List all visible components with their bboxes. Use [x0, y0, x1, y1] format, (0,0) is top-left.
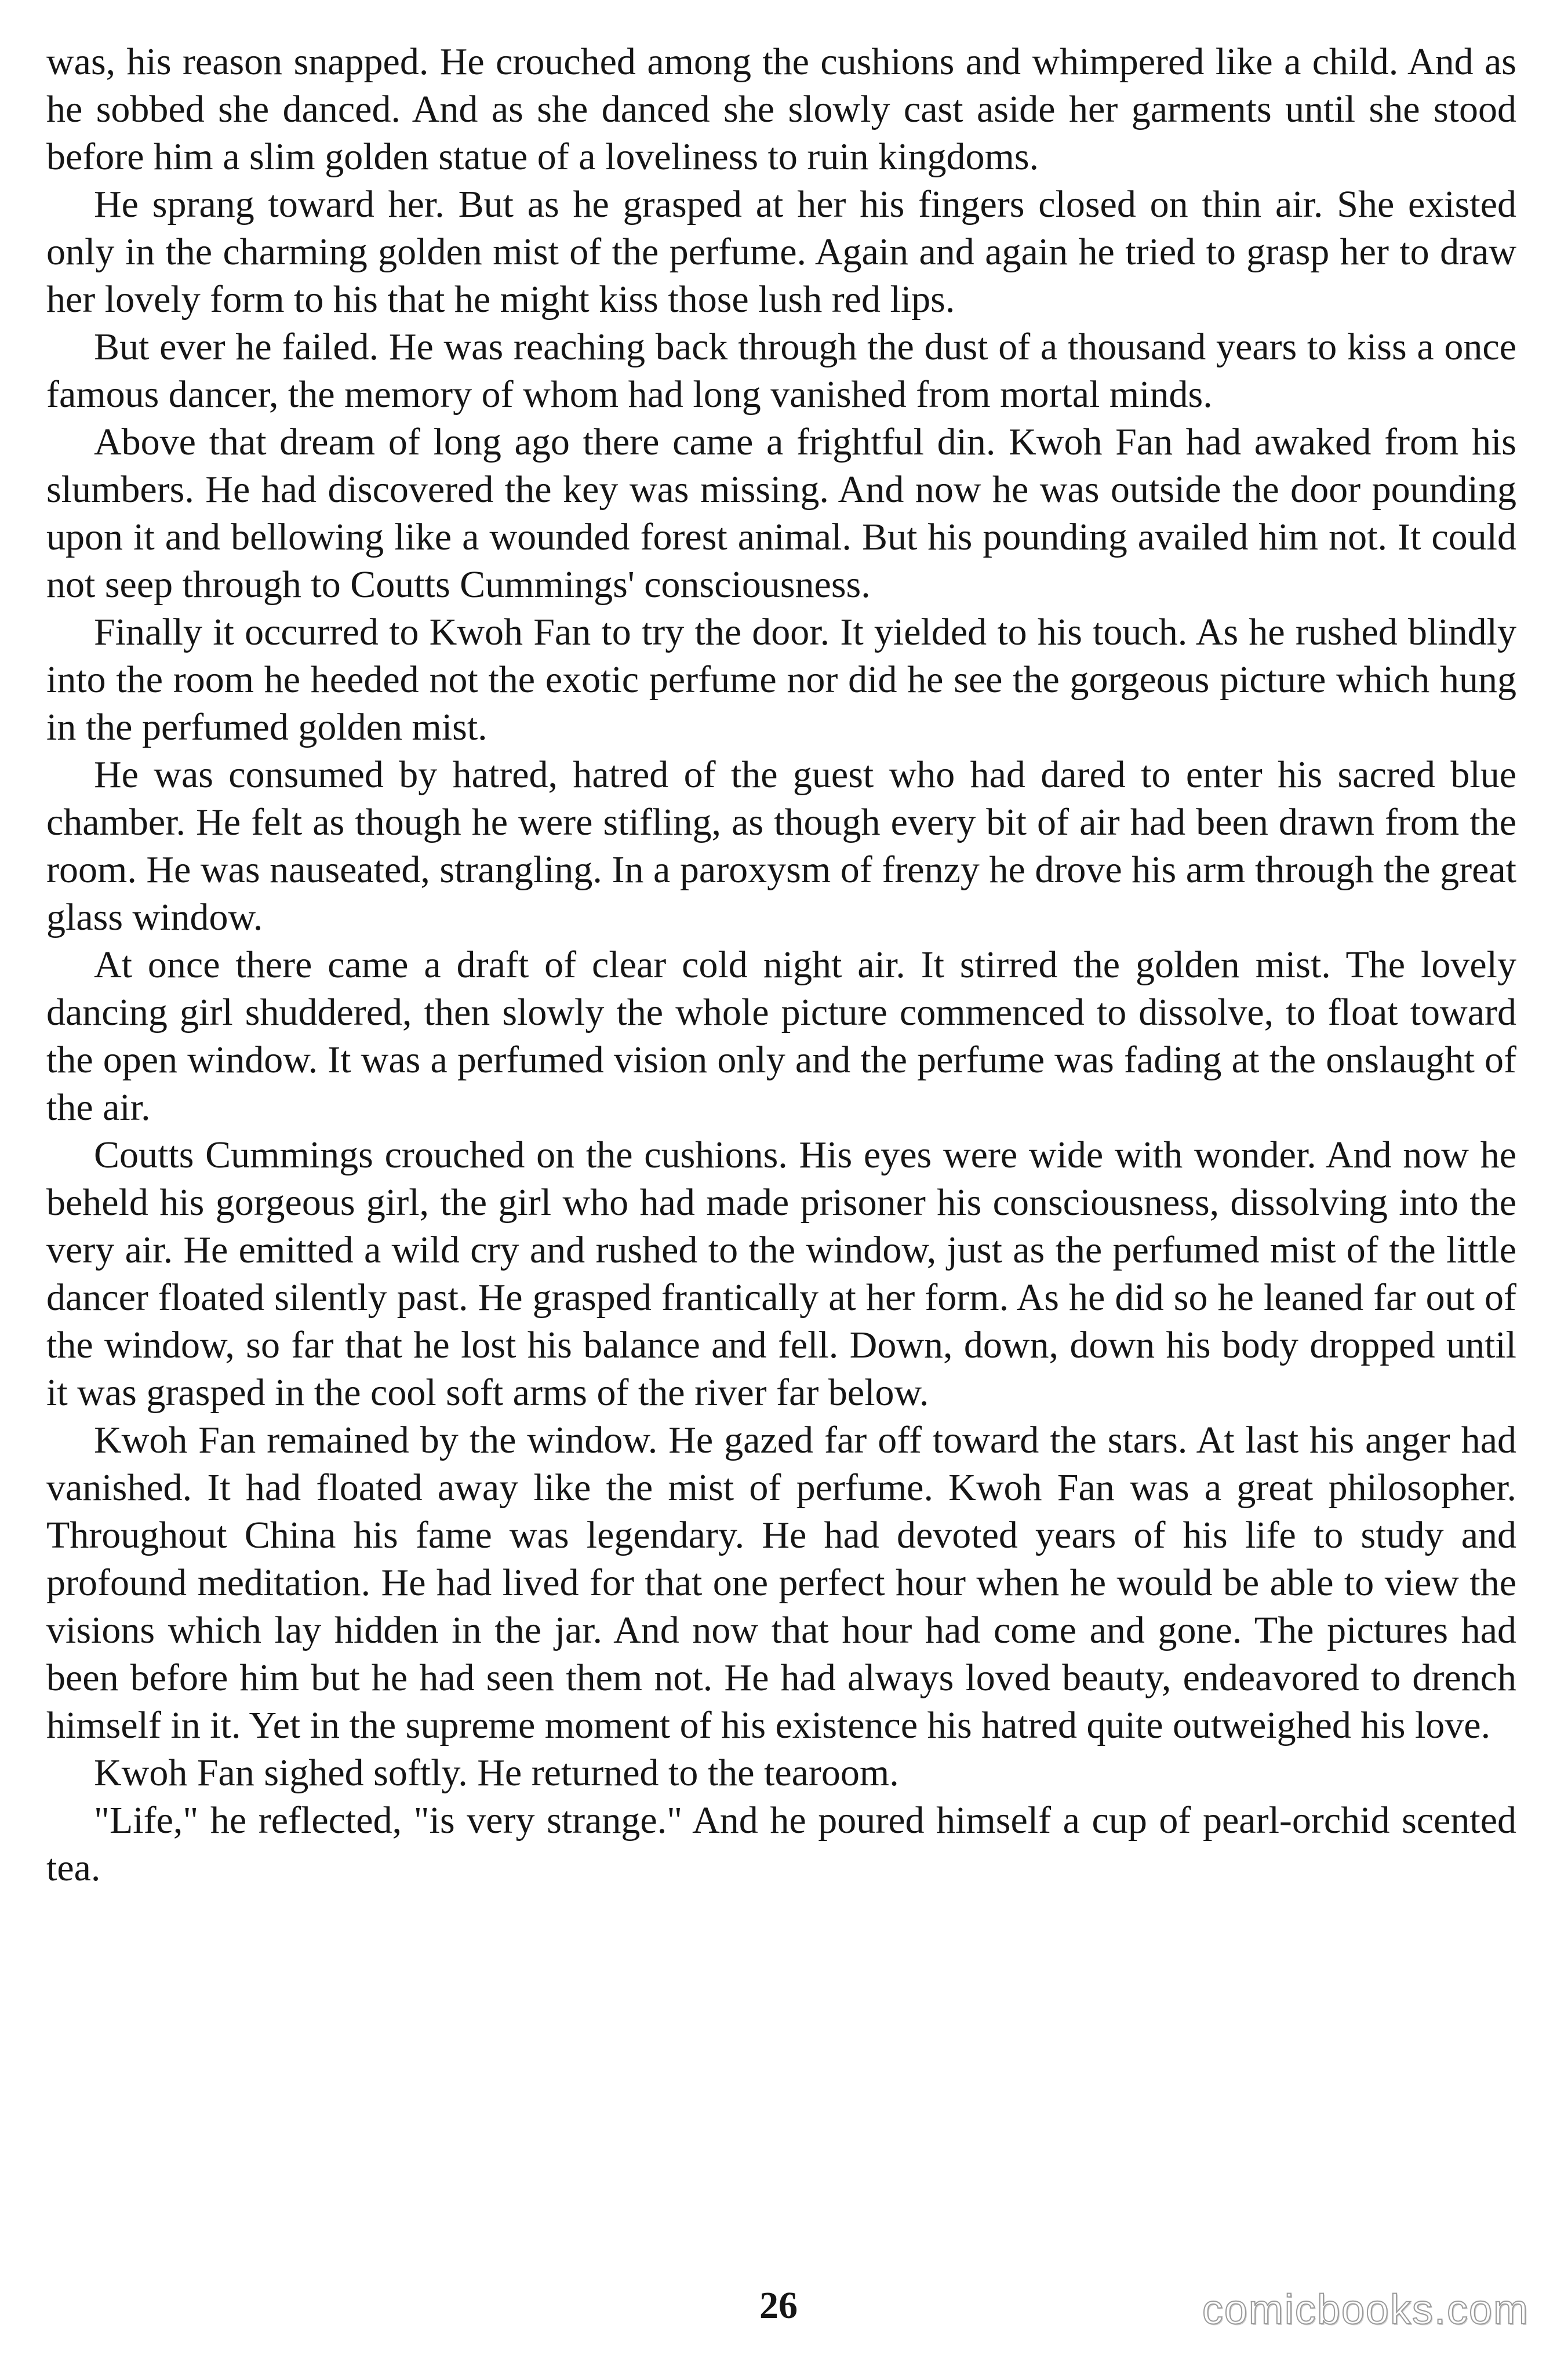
- paragraph: He sprang toward her. But as he grasped at her his fingers closed on thin air. She existed only in the charming golden mist of the perfume. Again and again he tried to grasp her to draw her lovely form to his that he might kiss those lush red lips.: [46, 183, 1516, 321]
- paragraph: Coutts Cummings crouched on the cushions. His eyes were wide with wonder. And now he beheld his gorgeous girl, the girl who had made prisoner his consciousness, dissolving into the very air. He emitted a wild cry and rushed to the window, just as the perfumed mist of the little dancer floated silently past. He grasped frantically at her form. As he did so he leaned far out of the window, so far that he lost his balance and fell. Down, down, down his body dropped until it was grasped in the cool soft arms of the river far below.: [46, 1134, 1516, 1414]
- paragraph: He was consumed by hatred, hatred of the guest who had dared to enter his sacred blue chamber. He felt as though he were stifling, as though every bit of air had been drawn from the room. He was nauseated, strangling. In a paroxysm of frenzy he drove his arm through the great glass window.: [46, 754, 1516, 938]
- site-watermark: comicbooks.com: [1202, 2287, 1529, 2333]
- story-text: [46, 38, 1516, 1892]
- paragraph: Finally it occurred to Kwoh Fan to try the door. It yielded to his touch. As he rushed blindly into the room he heeded not the exotic perfume nor did he see the gorgeous picture which hung in the perfumed golden mist.: [46, 611, 1516, 748]
- paragraph: Kwoh Fan sighed softly. He returned to the tearoom.: [94, 1752, 899, 1794]
- paragraph: was, his reason snapped. He crouched among the cushions and whimpered like a child. And as he sobbed she danced. And as she danced she slowly cast aside her garments until she stood before him a slim golden statue of a loveliness to ruin kingdoms.: [46, 41, 1516, 178]
- paragraph: But ever he failed. He was reaching back through the dust of a thousand years to kiss a once famous dancer, the memory of whom had long vanished from mortal minds.: [46, 326, 1516, 416]
- paragraph: "Life," he reflected, "is very strange." And he poured himself a cup of pearl-orchid scented tea.: [46, 1799, 1516, 1889]
- page-number: 26: [759, 2284, 798, 2327]
- paragraph: Kwoh Fan remained by the window. He gazed far off toward the stars. At last his anger had vanished. It had floated away like the mist of perfume. Kwoh Fan was a great philosopher. Throughout China his fame was legendary. He had devoted years of his life to study and profound meditation. He had lived for that one perfect hour when he would be able to view the visions which lay hidden in the jar. And now that hour had come and gone. The pictures had been before him but he had seen them not. He had always loved beauty, endeavored to drench himself in it. Yet in the supreme moment of his existence his hatred quite outweighed his love.: [46, 1419, 1516, 1746]
- paragraph: Above that dream of long ago there came a frightful din. Kwoh Fan had awaked from his slumbers. He had discovered the key was missing. And now he was outside the door pounding upon it and bellowing like a wounded forest animal. But his pounding availed him not. It could not seep through to Coutts Cummings' consciousness.: [46, 421, 1516, 606]
- paragraph: At once there came a draft of clear cold night air. It stirred the golden mist. The lovely dancing girl shuddered, then slowly the whole picture commenced to dissolve, to float toward the open window. It was a perfumed vision only and the perfume was fading at the onslaught of the air.: [46, 944, 1516, 1129]
